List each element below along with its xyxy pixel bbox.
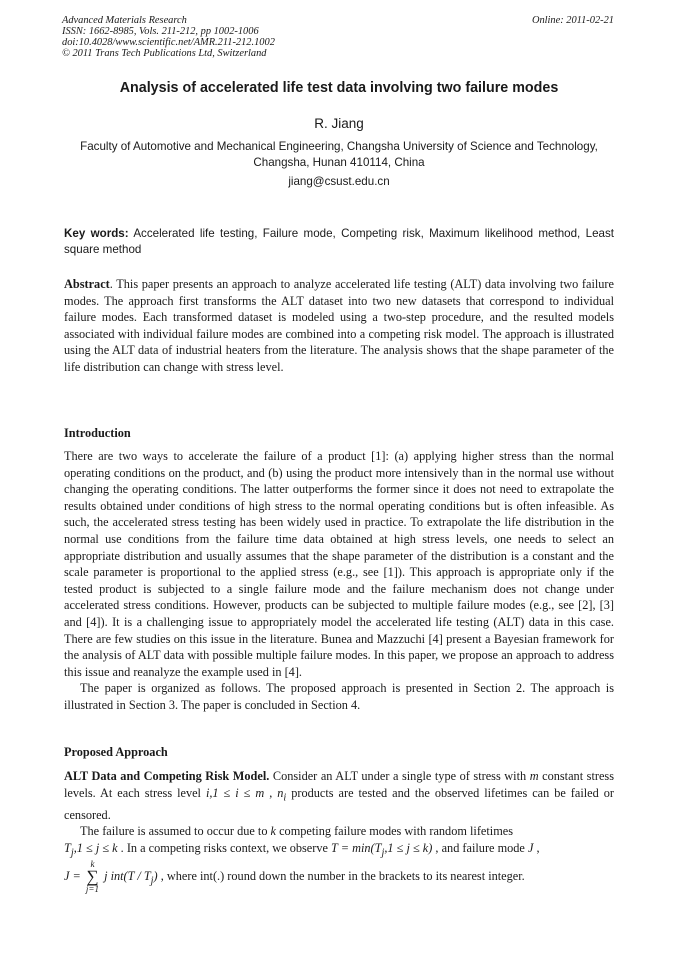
math-T-sub: j [70,847,74,859]
approach-text-a: Consider an ALT under a single type of stress with [269,769,530,783]
math-k: k [270,824,277,839]
math-t-min-tail: ,1 ≤ j ≤ k) [384,840,433,855]
math-T: T [64,840,71,855]
journal-copyright: © 2011 Trans Tech Publications Ltd, Switzerland [62,48,267,59]
introduction-heading: Introduction [64,426,131,440]
journal-header [62,15,614,59]
introduction-paragraph-2: The paper is organized as follows. The proposed approach is presented in Section 2. The approach is illustrated in Section 3. The paper is concluded in Section 4. [64,681,614,712]
approach-subheading: ALT Data and Competing Risk Model. [64,769,270,783]
math-t-min-sub: j [381,847,385,859]
math-j-range: ,1 ≤ j ≤ k [73,840,118,855]
math-J: J [527,840,534,855]
author-email: jiang@csust.edu.cn [288,175,390,188]
summation [86,860,99,894]
proposed-approach-body [64,768,614,862]
introduction-body [64,448,614,714]
approach-text-g: . In a competing risks context, we observe [117,840,332,855]
math-m: m [529,769,539,783]
journal-doi: doi:10.4028/www.scientific.net/AMR.211-212.1002 [62,37,275,48]
math-n-sub: i [283,792,287,804]
paper-title: Analysis of accelerated life test data involving two failure modes [119,80,559,96]
keywords-label: Key words: [64,227,129,240]
formula-rhs: j int(T / T [104,868,151,883]
approach-text-c: , [264,785,278,800]
journal-issn: ISSN: 1662-8985, Vols. 211-212, pp 1002-1006 [62,26,259,37]
approach-text-b: constant stress levels. At each stress level [64,769,614,800]
keywords [64,226,614,258]
approach-text-i: , [533,840,540,855]
approach-text-f: competing failure modes with random lifetimes [276,824,514,839]
abstract-text: . This paper presents an approach to analyze accelerated life testing (ALT) data involving two failure modes. The approach first transforms the ALT dataset into two new datasets that correspond to individual failure modes. Each transformed dataset is modeled using a two-step procedure, and the resulted models associated with individual failure modes are combined into a competing risk model. The approach is illustrated using the ALT data of industrial heaters from the literature. The analysis shows that the shape parameter of the life distribution can change with stress level. [64,277,614,374]
approach-paragraph-1 [64,768,614,823]
abstract [64,276,614,376]
formula-rhs-tail: ) [153,868,158,883]
approach-text-h: , and failure mode [432,840,528,855]
formula-line [64,860,614,894]
math-n: n [277,785,284,800]
introduction-paragraph-1: There are two ways to accelerate the failure of a product [1]: (a) applying higher stress than the normal operating conditions on the product, and (b) using the product more intensively than in the normal use without changing the operating conditions. The latter outperforms the former since it does not need to extrapolate the results obtained under conditions of high stress to the normal operating conditions but is often infeasible. As such, the accelerated stress testing has been widely used in practice. To extrapolate the life distribution in the normal use conditions from the failure time data obtained at high stress levels, one needs to select an appropriate distribution and usually assumes that the shape parameter of the distribution is a constant and the scale parameter is proportional to the applied stress (e.g., see [1]). This approach is appropriate only if the tested product is subjected to a single failure mode and the failure mechanism does not change under accelerated stress conditions. However, products can be subjected to multiple failure modes (e.g., see [2], [3] and [4]). It is a challenging issue to appropriately model the accelerated life testing (ALT) data in this case. There are few studies on this issue in the literature. Bunea and Mazzuchi [4] present a Bayesian framework for the analysis of ALT data with possible multiple failure modes. In this paper, we propose an approach to address this issue and reanalyze the example used in [4]. [64,449,614,679]
math-i-range: i,1 ≤ i ≤ m [205,785,265,800]
abstract-label: Abstract [64,277,110,291]
proposed-approach-heading: Proposed Approach [64,745,168,759]
sum-upper-limit: k [90,859,95,869]
sigma-symbol: ∑ [86,867,99,886]
formula-rhs-sub: j [150,875,154,887]
keywords-text: Accelerated life testing, Failure mode, Competing risk, Maximum likelihood method, Least square method [64,227,614,256]
journal-name: Advanced Materials Research [62,15,187,26]
formula-explanation: , where int(.) round down the number in the brackets to its nearest integer. [157,868,525,883]
author-name: R. Jiang [314,116,364,131]
formula-lhs: J = [64,868,81,883]
author-affiliation: Faculty of Automotive and Mechanical Engineering, Changsha University of Science and Technology, Changsha, Hunan 410114, China [80,140,598,169]
math-t-min: T = min(T [331,840,382,855]
sum-lower-limit: j=1 [85,884,99,894]
approach-text-e: The failure is assumed to occur due to [80,824,271,839]
approach-text-d: products are tested and the observed lifetimes can be failed or censored. [64,785,614,822]
approach-paragraph-2 [64,823,614,862]
online-date: Online: 2011-02-21 [531,15,614,26]
